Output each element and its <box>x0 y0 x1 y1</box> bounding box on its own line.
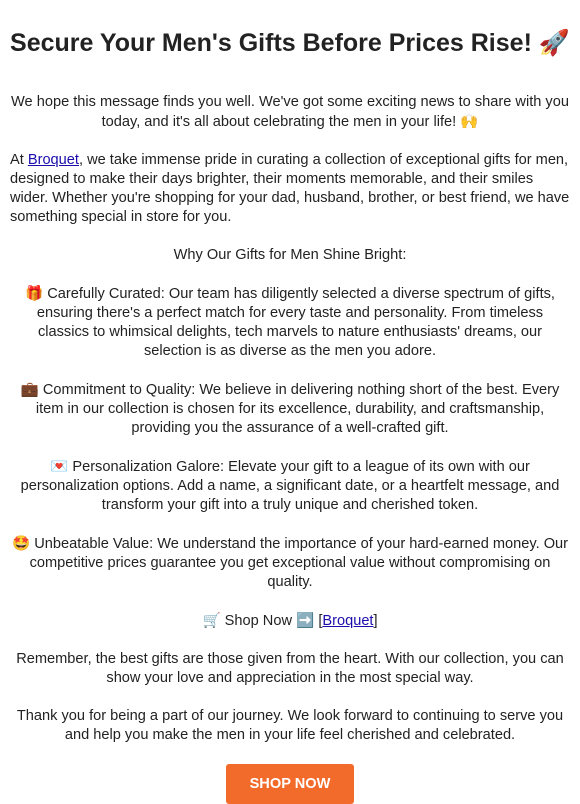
gift-icon: 🎁 <box>24 285 44 302</box>
about-text: , we take immense pride in curating a collection of exceptional gifts for men, designed to make their days brighter, their moments memorable, and their smiles wider. Whether you're shopping for your dad, husband, brother, or best friend, we have something special in store for you. <box>10 152 570 225</box>
bracket-close: ] <box>373 613 378 629</box>
feature-text: Carefully Curated: Our team has diligently selected a diverse spectrum of gifts, ensuring there's a perfect match for every taste and personality. From timeless classics to whimsical delights, tech marvels to nature enthusiasts' dreams, our selection is as diverse as the men you adore. <box>36 286 555 359</box>
feature-quality <box>10 380 570 438</box>
raised-hands-icon: 🙌 <box>460 113 479 130</box>
love-letter-icon: 💌 <box>50 458 69 475</box>
about-paragraph <box>10 151 570 227</box>
right-arrow-icon: ➡️ <box>296 612 315 629</box>
email-title <box>10 26 570 60</box>
briefcase-icon: 💼 <box>20 381 39 398</box>
feature-value <box>10 534 570 592</box>
feature-text: Unbeatable Value: We understand the importance of your hard-earned money. Our competitive prices guarantee you get exceptional value without compromising on quality. <box>29 536 569 590</box>
star-eyes-icon: 🤩 <box>11 535 31 552</box>
feature-curated <box>10 284 570 361</box>
feature-personalization <box>10 457 570 515</box>
feature-text: Commitment to Quality: We believe in delivering nothing short of the best. Every item in our collection is chosen for its excellence, durability, and craftsmanship, providing you the assurance of a well-crafted gift. <box>35 382 560 436</box>
shop-now-button[interactable]: SHOP NOW <box>226 764 355 804</box>
shop-now-label: Shop Now <box>224 613 293 629</box>
bracket-open: [ <box>318 613 323 629</box>
feature-text: Personalization Galore: Elevate your gift to a league of its own with our personalization options. Add a name, a significant date, or a heartfelt message, and transform your gift into a truly unique and cherished token. <box>20 459 560 513</box>
cart-icon: 🛒 <box>202 612 221 629</box>
shop-now-line <box>10 611 570 631</box>
closing-paragraph-2: Thank you for being a part of our journey. We look forward to continuing to serve you and help you make the men in your life feel cherished and celebrated. <box>16 708 564 743</box>
intro-text: We hope this message finds you well. We've got some exciting news to share with you today, and it's all about celebrating the men in your life! <box>11 94 569 130</box>
email-title-text: Secure Your Men's Gifts Before Prices Rise! <box>10 29 532 57</box>
cta-container <box>10 764 570 804</box>
intro-paragraph <box>10 93 570 132</box>
closing-paragraph-1: Remember, the best gifts are those given from the heart. With our collection, you can show your love and appreciation in the most special way. <box>16 651 564 686</box>
shop-now-link[interactable]: Broquet <box>322 613 374 629</box>
brand-link[interactable]: Broquet <box>27 152 79 168</box>
why-heading: Why Our Gifts for Men Shine Bright: <box>173 247 407 263</box>
about-prefix: At <box>10 152 28 168</box>
rocket-icon: 🚀 <box>538 28 570 57</box>
